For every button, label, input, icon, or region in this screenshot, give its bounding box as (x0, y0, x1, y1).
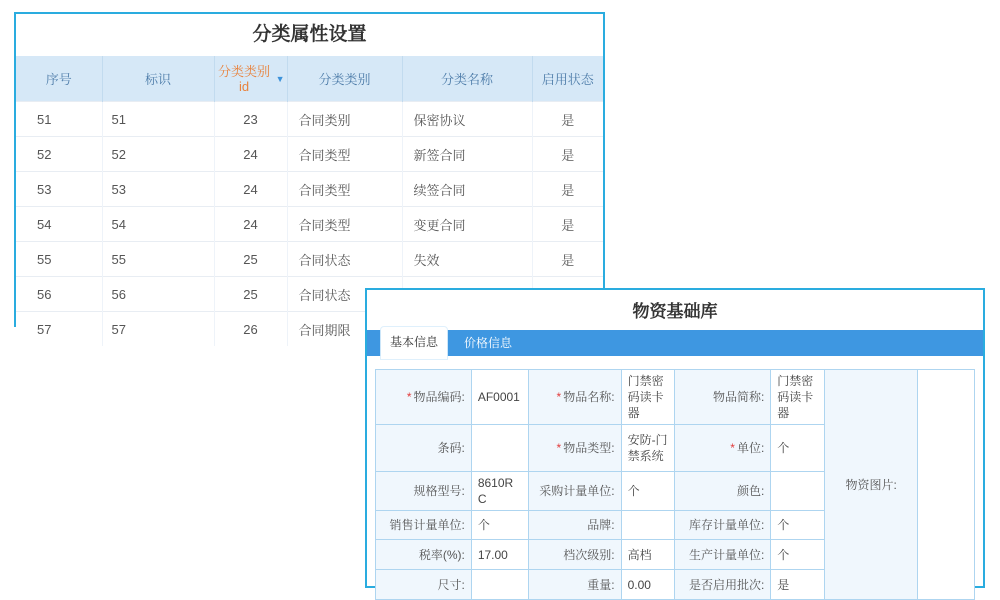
cell: 失效 (402, 242, 532, 277)
cell: 25 (214, 242, 287, 277)
required-icon: * (406, 390, 412, 404)
field-label: 是否启用批次: (675, 570, 771, 600)
cell: 合同类型 (287, 172, 402, 207)
field-label: 重量: (528, 570, 621, 600)
sort-desc-icon[interactable]: ▼ (275, 73, 285, 84)
cell: 是 (532, 137, 603, 172)
cell: 52 (102, 137, 214, 172)
table-row[interactable] (16, 207, 603, 242)
cell: 合同期限 (287, 312, 402, 347)
category-table-header-row (16, 56, 603, 102)
table-row[interactable] (16, 137, 603, 172)
cell: 54 (16, 207, 102, 242)
field-value: 0.00 (621, 570, 675, 600)
cell: 56 (16, 277, 102, 312)
form-row (376, 370, 975, 425)
cell: 24 (214, 172, 287, 207)
column-header-label: 分类类别id (218, 63, 271, 94)
required-icon: * (556, 390, 562, 404)
cell: 是 (532, 172, 603, 207)
cell: 51 (102, 102, 214, 137)
basic-info-form (367, 356, 983, 600)
field-value: AF0001 (471, 370, 528, 425)
field-value (471, 570, 528, 600)
field-value: 门禁密码读卡器 (771, 370, 825, 425)
cell: 合同类别 (287, 102, 402, 137)
field-value: 是 (771, 570, 825, 600)
cell: 是 (532, 242, 603, 277)
field-value (471, 425, 528, 472)
required-icon: * (556, 441, 562, 455)
cell: 54 (102, 207, 214, 242)
table-row[interactable] (16, 172, 603, 207)
field-label: 物品简称: (675, 370, 771, 425)
cell: 53 (16, 172, 102, 207)
material-panel-title: 物资基础库 (632, 302, 718, 321)
cell: 57 (16, 312, 102, 347)
cell: 新签合同 (402, 137, 532, 172)
field-value: 17.00 (471, 540, 528, 570)
cell: 55 (16, 242, 102, 277)
field-label: 销售计量单位: (376, 511, 472, 540)
field-label: * 单位: (675, 425, 771, 472)
material-image-area (918, 370, 975, 600)
field-value (621, 511, 675, 540)
field-label: 条码: (376, 425, 472, 472)
cell: 24 (214, 207, 287, 242)
cell: 26 (214, 312, 287, 347)
cell: 合同类型 (287, 137, 402, 172)
column-header-5[interactable]: 分类名称 (402, 56, 532, 102)
field-label: 尺寸: (376, 570, 472, 600)
cell: 合同状态 (287, 277, 402, 312)
field-value: 高档 (621, 540, 675, 570)
field-value: 门禁密码读卡器 (621, 370, 675, 425)
material-form-table (375, 369, 975, 600)
field-value: 个 (771, 511, 825, 540)
cell: 52 (16, 137, 102, 172)
cell: 是 (532, 207, 603, 242)
field-value: 个 (471, 511, 528, 540)
cell: 保密协议 (402, 102, 532, 137)
tab-basic-info[interactable]: 基本信息 (381, 327, 447, 359)
tab-bar (367, 330, 983, 356)
cell: 合同状态 (287, 242, 402, 277)
table-row[interactable] (16, 242, 603, 277)
cell: 变更合同 (402, 207, 532, 242)
cell: 56 (102, 277, 214, 312)
field-value: 安防-门禁系统 (621, 425, 675, 472)
cell: 57 (102, 312, 214, 347)
cell: 合同类型 (287, 207, 402, 242)
column-header-2[interactable]: 标识 (102, 56, 214, 102)
cell: 55 (102, 242, 214, 277)
field-label: 颜色: (675, 472, 771, 511)
field-label: 生产计量单位: (675, 540, 771, 570)
cell: 51 (16, 102, 102, 137)
field-label: * 物品类型: (528, 425, 621, 472)
field-value (771, 472, 825, 511)
column-header-3[interactable] (214, 56, 287, 102)
cell: 23 (214, 102, 287, 137)
field-label: 品牌: (528, 511, 621, 540)
field-label: 规格型号: (376, 472, 472, 511)
category-attribute-panel (14, 12, 605, 338)
field-label: 库存计量单位: (675, 511, 771, 540)
category-panel-title: 分类属性设置 (252, 24, 367, 45)
image-field-label: 物资图片: (825, 370, 918, 600)
field-value: 个 (771, 425, 825, 472)
cell: 25 (214, 277, 287, 312)
field-label: * 物品名称: (528, 370, 621, 425)
material-base-panel (365, 288, 985, 592)
cell: 24 (214, 137, 287, 172)
field-value: 8610RC (471, 472, 528, 511)
column-header-1[interactable]: 序号 (16, 56, 102, 102)
table-row[interactable] (16, 102, 603, 137)
field-label: 采购计量单位: (528, 472, 621, 511)
cell: 是 (532, 102, 603, 137)
field-label: * 物品编码: (376, 370, 472, 425)
field-value: 个 (621, 472, 675, 511)
cell: 53 (102, 172, 214, 207)
required-icon: * (730, 441, 735, 455)
tab-price-info[interactable]: 价格信息 (464, 336, 513, 350)
column-header-4[interactable]: 分类类别 (287, 56, 402, 102)
column-header-6[interactable]: 启用状态 (532, 56, 603, 102)
cell: 续签合同 (402, 172, 532, 207)
field-label: 税率(%): (376, 540, 472, 570)
field-value: 个 (771, 540, 825, 570)
field-label: 档次级别: (528, 540, 621, 570)
